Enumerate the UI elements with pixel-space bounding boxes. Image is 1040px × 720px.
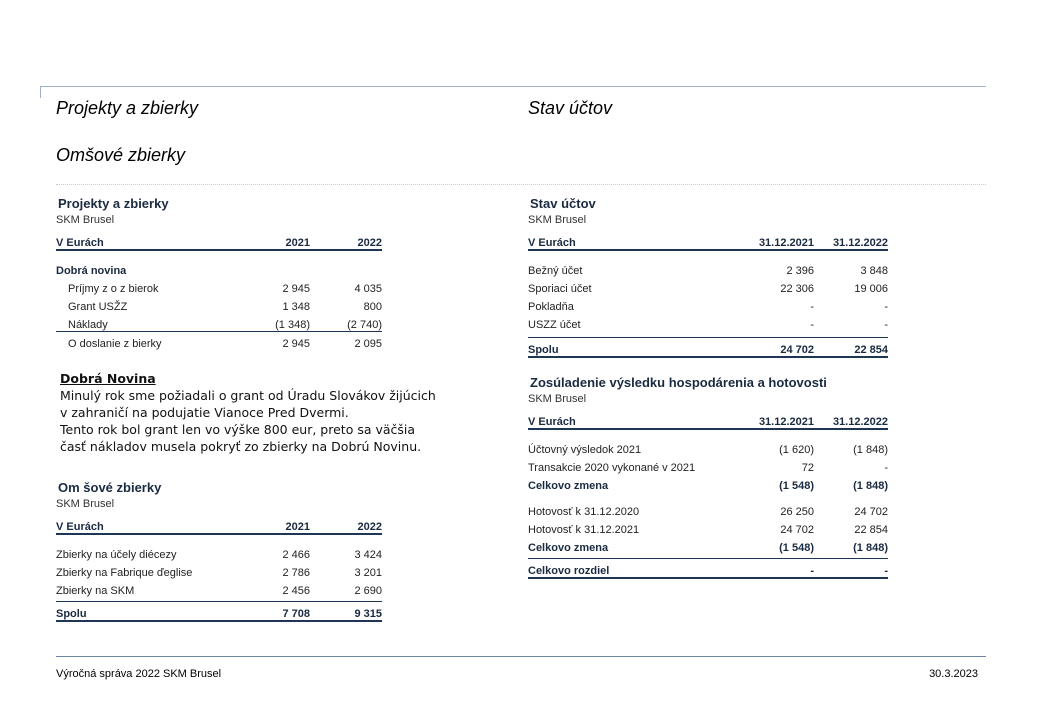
total-value-2021: - bbox=[810, 565, 814, 577]
row-value-2021: 2 466 bbox=[282, 549, 310, 561]
row-value-2021: 24 702 bbox=[780, 524, 814, 536]
row-value-2021: 2 396 bbox=[786, 265, 814, 277]
table-row bbox=[528, 259, 888, 277]
note-line: časť nákladov musela pokryť zo zbierky na Dobrú Novinu. bbox=[60, 439, 422, 454]
dotted-divider bbox=[56, 184, 986, 185]
row-value-2022: (1 848) bbox=[853, 480, 888, 492]
top-corner-tick bbox=[40, 86, 41, 98]
total-label: O doslanie z bierky bbox=[68, 338, 162, 350]
note-title: Dobrá Novina bbox=[60, 371, 156, 386]
total-row bbox=[528, 558, 888, 579]
row-value-2022: 4 035 bbox=[354, 283, 382, 295]
table-row bbox=[528, 518, 888, 536]
col-2022: 2022 bbox=[357, 237, 382, 249]
row-label: Grant USŽZ bbox=[68, 301, 128, 313]
row-label: Hotovosť k 31.12.2021 bbox=[528, 524, 640, 536]
reconciliation-header-row bbox=[528, 411, 888, 430]
footer-date: 30.3.2023 bbox=[929, 668, 978, 680]
subtotal-row bbox=[528, 474, 888, 492]
total-value-2021: 7 708 bbox=[282, 608, 310, 620]
accounts-table-subtitle: SKM Brusel bbox=[528, 214, 587, 226]
row-value-2021: 22 306 bbox=[780, 283, 814, 295]
row-value-2022: (2 740) bbox=[347, 319, 382, 331]
table-row bbox=[56, 543, 382, 561]
row-value-2021: 26 250 bbox=[780, 506, 814, 518]
projects-header-row bbox=[56, 232, 382, 251]
row-value-2022: (1 848) bbox=[853, 542, 888, 554]
masses-header-row bbox=[56, 516, 382, 535]
projects-table bbox=[56, 196, 382, 350]
table-row bbox=[56, 277, 382, 295]
masses-table-subtitle: SKM Brusel bbox=[56, 498, 115, 510]
table-row bbox=[56, 295, 382, 313]
row-label: Náklady bbox=[68, 319, 108, 331]
projects-table-subtitle: SKM Brusel bbox=[56, 214, 115, 226]
total-label: Spolu bbox=[528, 344, 559, 356]
row-value-2021: (1 620) bbox=[779, 444, 814, 456]
row-value-2021: 2 786 bbox=[282, 567, 310, 579]
total-label: Spolu bbox=[56, 608, 87, 620]
table-row bbox=[528, 438, 888, 456]
row-value-2022: 800 bbox=[363, 301, 382, 313]
col-label: V Eurách bbox=[528, 416, 576, 428]
reconciliation-table-title: Zosúladenie výsledku hospodárenia a hotovosti bbox=[530, 375, 827, 390]
row-value-2022: - bbox=[884, 301, 888, 313]
col-2021: 2021 bbox=[285, 237, 310, 249]
row-value-2022: 2 690 bbox=[354, 585, 382, 597]
row-value-2021: - bbox=[810, 301, 814, 313]
total-value-2022: 22 854 bbox=[854, 344, 888, 356]
col-label: V Eurách bbox=[56, 237, 104, 249]
total-label: Celkovo rozdiel bbox=[528, 565, 610, 577]
total-row bbox=[56, 331, 382, 350]
row-label: Celkovo zmena bbox=[528, 542, 609, 554]
row-label: Zbierky na SKM bbox=[56, 585, 135, 597]
row-value-2021: 2 456 bbox=[282, 585, 310, 597]
table-row bbox=[528, 500, 888, 518]
row-label: Hotovosť k 31.12.2020 bbox=[528, 506, 640, 518]
note-block bbox=[60, 370, 460, 455]
reconciliation-table bbox=[528, 375, 888, 579]
reconciliation-table-subtitle: SKM Brusel bbox=[528, 393, 587, 405]
col-2021: 31.12.2021 bbox=[758, 237, 814, 249]
total-value-2022: 9 315 bbox=[354, 608, 382, 620]
row-value-2022: - bbox=[884, 319, 888, 331]
table-row bbox=[528, 295, 888, 313]
row-value-2022: 3 424 bbox=[354, 549, 382, 561]
table-row bbox=[56, 313, 382, 331]
projects-table-title: Projekty a zbierky bbox=[58, 196, 169, 211]
accounts-table bbox=[528, 196, 888, 358]
row-value-2022: 3 848 bbox=[860, 265, 888, 277]
left-subheading: Omšové zbierky bbox=[56, 145, 186, 165]
row-label: Príjmy z o z bierok bbox=[68, 283, 159, 295]
note-line: Minulý rok sme požiadali o grant od Úradu Slovákov žijúcich bbox=[60, 388, 436, 403]
row-value-2021: 2 945 bbox=[282, 283, 310, 295]
col-2021: 2021 bbox=[285, 521, 310, 533]
masses-table-title: Om šové zbierky bbox=[58, 480, 162, 495]
row-value-2021: (1 548) bbox=[779, 480, 814, 492]
note-line: Tento rok bol grant len vo výške 800 eur, preto sa väčšia bbox=[60, 422, 416, 437]
table-row bbox=[56, 579, 382, 597]
col-2021: 31.12.2021 bbox=[758, 416, 814, 428]
total-value-2021: 24 702 bbox=[780, 344, 814, 356]
col-2022: 31.12.2022 bbox=[832, 237, 888, 249]
row-label: Pokladňa bbox=[528, 301, 574, 313]
col-label: V Eurách bbox=[528, 237, 576, 249]
footer-left: Výročná správa 2022 SKM Brusel bbox=[56, 668, 222, 680]
row-label: Bežný účet bbox=[528, 265, 583, 277]
left-heading: Projekty a zbierky bbox=[56, 98, 199, 118]
row-value-2022: 19 006 bbox=[854, 283, 888, 295]
row-value-2022: 24 702 bbox=[854, 506, 888, 518]
row-value-2021: (1 348) bbox=[275, 319, 310, 331]
row-value-2021: - bbox=[810, 319, 814, 331]
col-label: V Eurách bbox=[56, 521, 104, 533]
masses-table bbox=[56, 480, 382, 622]
row-label: Celkovo zmena bbox=[528, 480, 609, 492]
footer-rule bbox=[56, 656, 986, 657]
total-row bbox=[528, 337, 888, 358]
total-value-2022: 2 095 bbox=[354, 338, 382, 350]
row-label: Zbierky na účely diécezy bbox=[56, 549, 177, 561]
row-value-2021: 72 bbox=[801, 462, 814, 474]
section-label-text: Dobrá novina bbox=[56, 265, 127, 277]
row-label: USZZ účet bbox=[528, 319, 581, 331]
section-label bbox=[56, 259, 382, 277]
table-row bbox=[528, 277, 888, 295]
row-label: Zbierky na Fabrique ďeglise bbox=[56, 567, 193, 579]
total-row bbox=[56, 601, 382, 622]
row-value-2022: (1 848) bbox=[853, 444, 888, 456]
note-line: v zahraničí na podujatie Vianoce Pred Dvermi. bbox=[60, 405, 349, 420]
accounts-header-row bbox=[528, 232, 888, 251]
row-value-2022: 22 854 bbox=[854, 524, 888, 536]
row-label: Účtovný výsledok 2021 bbox=[528, 444, 642, 456]
accounts-table-title: Stav účtov bbox=[530, 196, 596, 211]
total-value-2022: - bbox=[884, 565, 888, 577]
row-label: Transakcie 2020 vykonané v 2021 bbox=[528, 462, 696, 474]
subtotal-row bbox=[528, 536, 888, 554]
row-value-2022: 3 201 bbox=[354, 567, 382, 579]
table-row bbox=[528, 313, 888, 331]
table-row bbox=[528, 456, 888, 474]
top-rule bbox=[40, 86, 986, 87]
total-value-2021: 2 945 bbox=[282, 338, 310, 350]
col-2022: 31.12.2022 bbox=[832, 416, 888, 428]
row-value-2021: 1 348 bbox=[282, 301, 310, 313]
table-row bbox=[56, 561, 382, 579]
col-2022: 2022 bbox=[357, 521, 382, 533]
row-value-2021: (1 548) bbox=[779, 542, 814, 554]
row-label: Sporiaci účet bbox=[528, 283, 592, 295]
row-value-2022: - bbox=[884, 462, 888, 474]
right-heading: Stav účtov bbox=[528, 98, 613, 118]
